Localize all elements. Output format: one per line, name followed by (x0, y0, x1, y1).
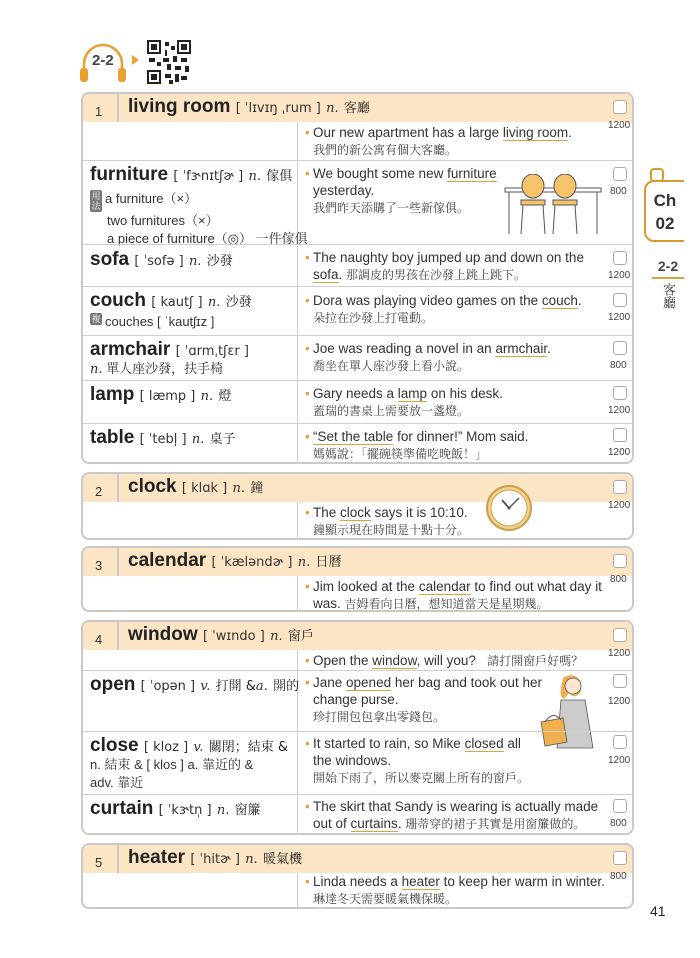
group-number: 5 (83, 845, 119, 873)
checkbox[interactable] (613, 851, 627, 865)
page-number: 41 (650, 903, 666, 919)
vocab-group-3 (81, 546, 634, 612)
checkbox[interactable] (613, 554, 627, 568)
example: • “Set the table for dinner!” Mom said. 媽媽說：「擺碗筷準備吃晚飯！」 (305, 429, 529, 461)
headword: furniture [ ˈfɝnɪtʃɚ ] n. 傢俱 (90, 164, 293, 185)
headword: table [ ˈtebl̩ ] n. 桌子 (90, 427, 236, 448)
level-badge: 800 (610, 574, 627, 585)
vocab-group-1 (81, 92, 634, 464)
level-badge: 800 (610, 818, 627, 829)
checkbox[interactable] (613, 386, 627, 400)
example: • Jim looked at the calendar to find out what day it was. 吉姆看向日曆，想知道當天是星期幾。 (305, 579, 602, 611)
group-number: 1 (83, 94, 119, 122)
headword: couch [ kautʃ ] n. 沙發 (90, 290, 252, 311)
level-badge: 1200 (608, 405, 631, 416)
checkbox[interactable] (613, 628, 627, 642)
vocab-group-5 (81, 843, 634, 909)
example: • Our new apartment has a large living room. 我們的新公寓有個大客廳。 (305, 125, 572, 157)
headword: armchair [ ˈɑrmˌtʃɛr ] (90, 339, 249, 360)
example: • Gary needs a lamp on his desk. 蓋瑞的書桌上需要放一盞燈。 (305, 386, 503, 418)
checkbox[interactable] (613, 674, 627, 688)
example: • Open the window, will you? 請打開窗戶好嗎？ (305, 653, 584, 668)
headword: close [ kloz ] v. 關閉；結束 & (90, 735, 288, 756)
plural-note: 複 couches [ ˈkautʃɪz ] (91, 314, 215, 329)
checkbox[interactable] (613, 341, 627, 355)
level-badge: 1200 (608, 500, 631, 511)
vocab-group-2 (81, 472, 634, 540)
vocab-group-4 (81, 620, 634, 835)
checkbox[interactable] (613, 428, 627, 442)
level-badge: 1200 (608, 312, 631, 323)
headword: curtain [ ˈkɝtn̩ ] n. 窗簾 (90, 798, 261, 819)
level-badge: 1200 (608, 447, 631, 458)
example: • We bought some new furniture yesterday. 我們昨天添購了一些新傢俱。 (305, 166, 497, 215)
example: • Jane opened her bag and took out her change purse. 珍打開包包拿出零錢包。 (305, 675, 542, 724)
example: • The skirt that Sandy is wearing is actually made out of curtains. 珊蒂穿的裙子其實是用窗簾做的。 (305, 799, 599, 831)
level-badge: 1200 (608, 696, 631, 707)
unit-number: 2-2 (92, 52, 114, 69)
checkbox[interactable] (613, 100, 627, 114)
checkbox[interactable] (613, 735, 627, 749)
chapter-tab: Ch 02 (644, 180, 684, 242)
group-number: 4 (83, 622, 119, 650)
example: • The naughty boy jumped up and down on the sofa. 那調皮的男孩在沙發上跳上跳下。 (305, 250, 584, 282)
checkbox[interactable] (613, 167, 627, 181)
example: • It started to rain, so Mike closed all the windows. 開始下雨了，所以麥克關上所有的窗戶。 (305, 736, 530, 785)
level-badge: 1200 (608, 120, 631, 131)
headword: window [ ˈwɪndo ] n. 窗戶 (128, 624, 314, 645)
example: • The clock says it is 10:10. 鐘顯示現在時間是十點十分。 (305, 505, 470, 537)
level-badge: 1200 (608, 648, 631, 659)
headword: calendar [ ˈkæləndɚ ] n. 日曆 (128, 550, 342, 571)
qr-code-icon[interactable] (147, 40, 191, 84)
definition: n. 單人座沙發，扶手椅 (90, 361, 224, 377)
clock-illustration (485, 484, 533, 532)
group-number: 3 (83, 548, 119, 576)
group-number: 2 (83, 474, 119, 502)
level-badge: 800 (610, 871, 627, 882)
example: • Joe was reading a novel in an armchair. 喬坐在單人座沙發上看小說。 (305, 341, 551, 373)
headword: clock [ klɑk ] n. 鐘 (128, 476, 264, 497)
example: • Dora was playing video games on the couch. 朵拉在沙發上打電動。 (305, 293, 582, 325)
play-arrow-icon (132, 55, 139, 65)
usage-note: 用法 a furniture（×） two furnitures（×） a piece of furniture（◎） 一件傢俱 (91, 191, 308, 246)
headword: heater [ ˈhitɚ ] n. 暖氣機 (128, 847, 302, 868)
headword: sofa [ ˈsofə ] n. 沙發 (90, 249, 233, 270)
level-badge: 1200 (608, 270, 631, 281)
woman-with-bag-illustration (535, 672, 605, 750)
level-badge: 1200 (608, 755, 631, 766)
checkbox[interactable] (613, 251, 627, 265)
furniture-illustration (503, 174, 603, 234)
headword: open [ ˈopən ] v. 打開 &a. 開的 (90, 674, 300, 695)
page-header (0, 0, 700, 90)
checkbox[interactable] (613, 799, 627, 813)
level-badge: 800 (610, 360, 627, 371)
section-tab: 2-2 客廳 (652, 258, 684, 309)
definition: n. 結束 & [ klos ] a. 靠近的 & adv. 靠近 (90, 757, 254, 790)
checkbox[interactable] (613, 293, 627, 307)
level-badge: 800 (610, 186, 627, 197)
headword: lamp [ læmp ] n. 燈 (90, 384, 232, 405)
example: • Linda needs a heater to keep her warm in winter. 琳達冬天需要暖氣機保暖。 (305, 874, 605, 906)
headword: living room [ ˈlɪvɪŋ ˌrum ] n. 客廳 (128, 96, 370, 117)
checkbox[interactable] (613, 480, 627, 494)
